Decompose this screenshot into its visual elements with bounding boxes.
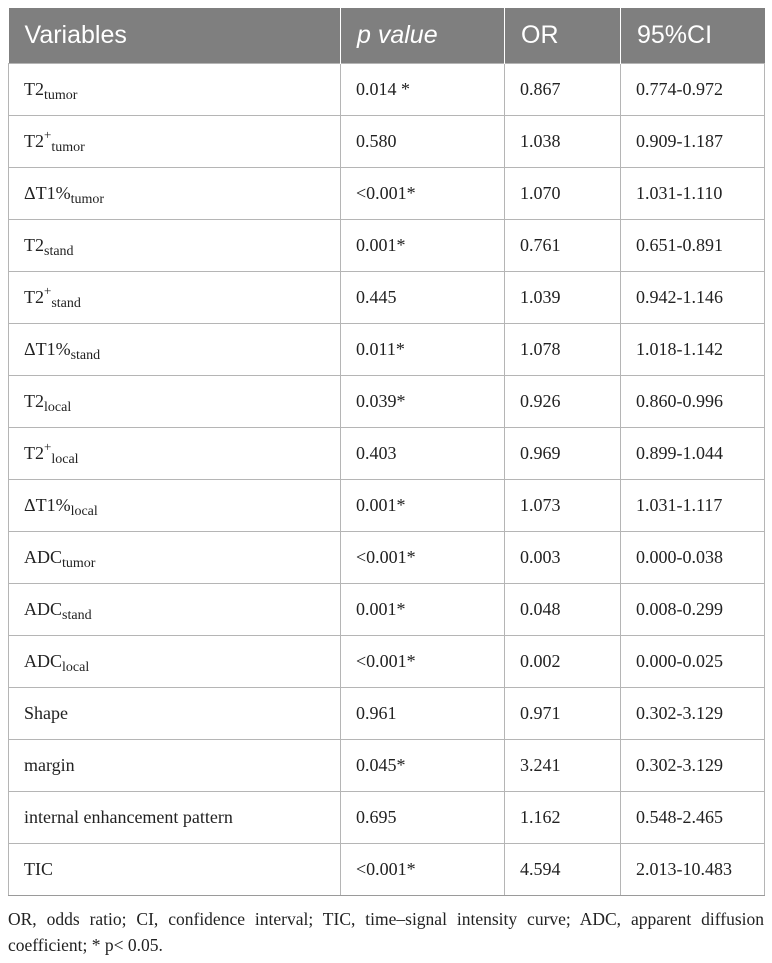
header-row [9,8,765,64]
variable-subscript: local [44,400,72,415]
table-row [9,844,765,896]
odds-ratio-cell: 3.241 [505,740,621,792]
odds-ratio-cell: 0.761 [505,220,621,272]
variable-subscript: tumor [70,192,105,207]
table-row [9,636,765,688]
odds-ratio-cell: 0.926 [505,376,621,428]
p-value-cell: 0.014 * [341,64,505,116]
variable-subscript: stand [70,348,101,363]
p-value-cell: 0.039* [341,376,505,428]
confidence-interval-cell: 0.548-2.465 [621,792,765,844]
variable-subscript: stand [62,608,92,623]
confidence-interval-cell: 0.651-0.891 [621,220,765,272]
variable-name: TIC [24,859,53,879]
odds-ratio-cell: 4.594 [505,844,621,896]
confidence-interval-cell: 0.302-3.129 [621,740,765,792]
table-row [9,64,765,116]
confidence-interval-cell: 0.000-0.025 [621,636,765,688]
variable-subscript: stand [51,296,81,311]
variable-cell [9,740,341,792]
variable-superscript: + [44,283,52,298]
odds-ratio-cell: 1.162 [505,792,621,844]
variable-name: ADC [24,599,63,619]
table-row [9,688,765,740]
variable-subscript: stand [44,244,74,259]
variable-cell [9,272,341,324]
variable-name: T2 [24,235,44,255]
header-95ci: 95%CI [621,8,765,64]
variable-name: T2 [24,79,44,99]
table-row [9,792,765,844]
odds-ratio-cell: 0.048 [505,584,621,636]
table-row [9,428,765,480]
table-row [9,480,765,532]
p-value-cell: 0.001* [341,584,505,636]
odds-ratio-cell: 1.038 [505,116,621,168]
odds-ratio-cell: 1.078 [505,324,621,376]
table-row [9,324,765,376]
variable-cell [9,168,341,220]
variable-cell [9,376,341,428]
variable-name: T2 [24,443,44,463]
p-value-cell: 0.695 [341,792,505,844]
confidence-interval-cell: 0.774-0.972 [621,64,765,116]
table-row [9,532,765,584]
header-or: OR [505,8,621,64]
confidence-interval-cell: 1.031-1.110 [621,168,765,220]
variable-subscript: tumor [51,140,85,155]
variable-cell [9,116,341,168]
variable-cell [9,688,341,740]
variable-subscript: local [62,660,90,675]
variable-cell [9,428,341,480]
confidence-interval-cell: 0.000-0.038 [621,532,765,584]
variable-cell [9,480,341,532]
variable-name: internal enhancement pattern [24,807,233,827]
confidence-interval-cell: 0.909-1.187 [621,116,765,168]
p-value-cell: 0.001* [341,220,505,272]
variable-name: T2 [24,391,44,411]
odds-ratio-cell: 1.073 [505,480,621,532]
table-row [9,584,765,636]
p-value-cell: 0.403 [341,428,505,480]
variable-name: ADC [24,547,63,567]
confidence-interval-cell: 0.899-1.044 [621,428,765,480]
variable-cell [9,792,341,844]
odds-ratio-cell: 0.969 [505,428,621,480]
variable-name: Shape [24,703,68,723]
variable-cell [9,844,341,896]
variable-name: ΔT1% [24,183,71,203]
odds-ratio-cell: 0.003 [505,532,621,584]
confidence-interval-cell: 2.013-10.483 [621,844,765,896]
p-value-cell: <0.001* [341,532,505,584]
table-row [9,376,765,428]
confidence-interval-cell: 0.942-1.146 [621,272,765,324]
confidence-interval-cell: 1.018-1.142 [621,324,765,376]
variable-name: ΔT1% [24,495,71,515]
variable-subscript: local [70,504,98,519]
variable-name: T2 [24,131,44,151]
variable-superscript: + [44,439,52,454]
variable-cell [9,324,341,376]
variable-name: margin [24,755,75,775]
variable-subscript: tumor [62,556,96,571]
p-value-cell: <0.001* [341,636,505,688]
odds-ratio-cell: 0.971 [505,688,621,740]
variable-cell [9,64,341,116]
variable-cell [9,532,341,584]
logistic-regression-table [8,8,765,896]
table-row [9,272,765,324]
odds-ratio-cell: 0.867 [505,64,621,116]
odds-ratio-cell: 0.002 [505,636,621,688]
p-value-cell: 0.011* [341,324,505,376]
p-value-cell: 0.961 [341,688,505,740]
header-variables: Variables [9,8,341,64]
variable-name: T2 [24,287,44,307]
odds-ratio-cell: 1.070 [505,168,621,220]
results-table-container [8,8,764,958]
confidence-interval-cell: 1.031-1.117 [621,480,765,532]
variable-subscript: tumor [44,88,78,103]
variable-subscript: local [51,452,79,467]
p-value-cell: 0.001* [341,480,505,532]
header-p-value: p value [341,8,505,64]
p-value-cell: 0.045* [341,740,505,792]
variable-cell [9,220,341,272]
table-row [9,116,765,168]
variable-name: ΔT1% [24,339,71,359]
variable-cell [9,636,341,688]
table-row [9,168,765,220]
variable-cell [9,584,341,636]
table-row [9,220,765,272]
confidence-interval-cell: 0.008-0.299 [621,584,765,636]
confidence-interval-cell: 0.302-3.129 [621,688,765,740]
variable-name: ADC [24,651,63,671]
variable-superscript: + [44,127,52,142]
p-value-cell: <0.001* [341,844,505,896]
p-value-cell: <0.001* [341,168,505,220]
odds-ratio-cell: 1.039 [505,272,621,324]
table-footnote: OR, odds ratio; CI, confidence interval; TIC, time–signal intensity curve; ADC, apparent diffusion coefficient; * p< 0.05. [8,909,764,955]
table-row [9,740,765,792]
p-value-cell: 0.580 [341,116,505,168]
confidence-interval-cell: 0.860-0.996 [621,376,765,428]
p-value-cell: 0.445 [341,272,505,324]
